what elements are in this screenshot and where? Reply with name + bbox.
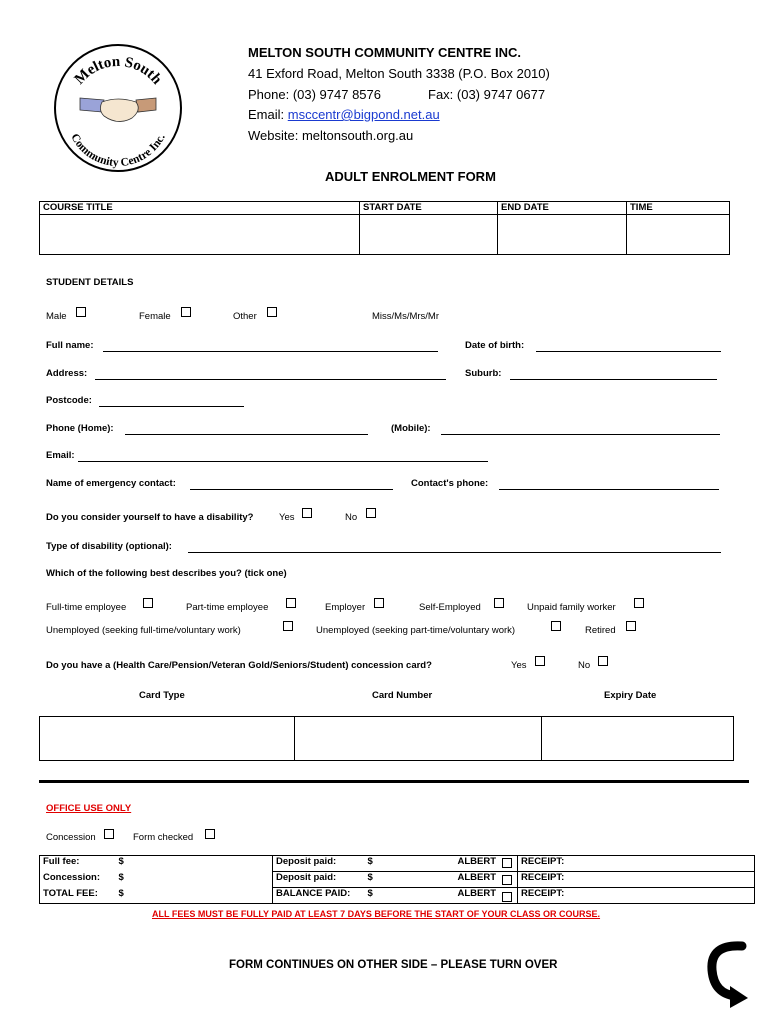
student-details-heading: STUDENT DETAILS xyxy=(46,277,134,288)
full-fee-dollar: $ xyxy=(118,856,124,867)
concession-no-label: No xyxy=(578,660,591,671)
receipt-label: RECEIPT: xyxy=(521,856,565,867)
female-checkbox[interactable] xyxy=(181,307,191,317)
disability-no-checkbox[interactable] xyxy=(366,508,376,518)
receipt-cell-1 xyxy=(518,856,755,872)
option-part-time-label: Part-time employee xyxy=(186,602,269,613)
card-number-header: Card Number xyxy=(372,690,433,701)
org-name: MELTON SOUTH COMMUNITY CENTRE INC. xyxy=(248,45,521,60)
expiry-date-header: Expiry Date xyxy=(604,690,657,701)
option-self-employed-label: Self-Employed xyxy=(419,602,481,613)
office-concession-checkbox[interactable] xyxy=(104,829,114,839)
title-label: Miss/Ms/Mrs/Mr xyxy=(372,311,440,322)
option-self-employed-checkbox[interactable] xyxy=(494,598,504,608)
office-divider xyxy=(39,780,749,783)
deposit-paid-label-2: Deposit paid: xyxy=(276,872,337,883)
receipt-cell-2 xyxy=(518,872,755,888)
logo-text-top: Melton South xyxy=(71,53,165,88)
org-phone: Phone: (03) 9747 8576 xyxy=(248,87,381,102)
expiry-date-cell[interactable] xyxy=(542,717,734,761)
albert-label-2: ALBERT xyxy=(457,872,497,883)
option-unpaid-checkbox[interactable] xyxy=(634,598,644,608)
deposit-dollar: $ xyxy=(367,856,373,867)
receipt-label-3: RECEIPT: xyxy=(521,888,565,899)
email-label-field: Email: xyxy=(46,450,75,461)
disability-type-label: Type of disability (optional): xyxy=(46,541,172,552)
mobile-label: (Mobile): xyxy=(391,423,431,434)
org-address: 41 Exford Road, Melton South 3338 (P.O. Box 2010) xyxy=(248,66,550,81)
card-type-header: Card Type xyxy=(139,690,185,701)
disability-type-field[interactable] xyxy=(188,552,721,553)
email-field[interactable] xyxy=(78,461,488,462)
disability-yes-checkbox[interactable] xyxy=(302,508,312,518)
concession-yes-label: Yes xyxy=(511,660,527,671)
receipt-cell-3 xyxy=(518,888,755,904)
albert-checkbox-3[interactable] xyxy=(502,892,512,902)
office-use-label: OFFICE USE ONLY xyxy=(46,803,132,814)
suburb-label: Suburb: xyxy=(465,368,502,379)
male-label: Male xyxy=(46,311,67,322)
start-date-cell[interactable] xyxy=(360,215,498,255)
time-cell[interactable] xyxy=(627,215,730,255)
concession-fee-cell xyxy=(40,872,273,888)
logo xyxy=(52,42,184,174)
dob-label: Date of birth: xyxy=(465,340,525,351)
suburb-field[interactable] xyxy=(510,379,717,380)
option-unemployed-part-label: Unemployed (seeking part-time/voluntary work) xyxy=(316,625,516,636)
email-label: Email: xyxy=(248,107,288,122)
card-table xyxy=(39,716,734,761)
org-website: Website: meltonsouth.org.au xyxy=(248,128,414,143)
albert-checkbox-1[interactable] xyxy=(502,858,512,868)
concession-yes-checkbox[interactable] xyxy=(535,656,545,666)
balance-dollar: $ xyxy=(367,888,373,899)
full-name-label: Full name: xyxy=(46,340,94,351)
deposit-paid-cell-1 xyxy=(273,856,518,872)
total-fee-label: TOTAL FEE: xyxy=(43,887,98,899)
end-date-cell[interactable] xyxy=(498,215,627,255)
option-employer-label: Employer xyxy=(325,602,366,613)
mobile-field[interactable] xyxy=(441,434,720,435)
card-number-cell[interactable] xyxy=(295,717,542,761)
male-checkbox[interactable] xyxy=(76,307,86,317)
disability-question: Do you consider yourself to have a disability? xyxy=(46,512,254,523)
other-label: Other xyxy=(233,311,257,322)
course-title-header: COURSE TITLE xyxy=(40,202,360,215)
contact-phone-field[interactable] xyxy=(499,489,719,490)
phone-home-field[interactable] xyxy=(125,434,368,435)
dob-field[interactable] xyxy=(536,351,721,352)
albert-checkbox-2[interactable] xyxy=(502,875,512,885)
form-title: ADULT ENROLMENT FORM xyxy=(325,169,496,184)
option-unemployed-part-checkbox[interactable] xyxy=(551,621,561,631)
contact-phone-label: Contact's phone: xyxy=(411,478,489,489)
time-header: TIME xyxy=(627,202,730,215)
org-fax: Fax: (03) 9747 0677 xyxy=(428,87,546,102)
option-unpaid-label: Unpaid family worker xyxy=(527,602,616,613)
card-type-cell[interactable] xyxy=(40,717,295,761)
balance-paid-label: BALANCE PAID: xyxy=(276,888,351,899)
deposit-paid-cell-2 xyxy=(273,872,518,888)
full-fee-label: Full fee: xyxy=(43,856,80,867)
option-unemployed-full-checkbox[interactable] xyxy=(283,621,293,631)
albert-label: ALBERT xyxy=(457,856,497,867)
fees-table xyxy=(39,855,755,904)
org-email xyxy=(248,107,440,122)
start-date-header: START DATE xyxy=(360,202,498,215)
total-fee-cell xyxy=(40,888,273,904)
email-link[interactable]: msccentr@bigpond.net.au xyxy=(287,107,440,122)
concession-no-checkbox[interactable] xyxy=(598,656,608,666)
option-unemployed-full-label: Unemployed (seeking full-time/voluntary work) xyxy=(46,625,241,636)
office-concession-label: Concession xyxy=(46,832,96,843)
emergency-contact-field[interactable] xyxy=(190,489,393,490)
disability-no-label: No xyxy=(345,512,358,523)
option-full-time-label: Full-time employee xyxy=(46,602,127,613)
deposit-paid-label: Deposit paid: xyxy=(276,856,337,867)
emergency-contact-label: Name of emergency contact: xyxy=(46,478,176,489)
receipt-label-2: RECEIPT: xyxy=(521,872,565,883)
phone-home-label: Phone (Home): xyxy=(46,423,114,434)
option-retired-checkbox[interactable] xyxy=(626,621,636,631)
form-checked-label: Form checked xyxy=(133,832,194,843)
concession-fee-dollar: $ xyxy=(118,871,124,883)
form-checked-checkbox[interactable] xyxy=(205,829,215,839)
female-label: Female xyxy=(139,311,171,322)
deposit-dollar-2: $ xyxy=(367,872,373,883)
option-full-time-checkbox[interactable] xyxy=(143,598,153,608)
option-employer-checkbox[interactable] xyxy=(374,598,384,608)
albert-label-3: ALBERT xyxy=(457,888,497,899)
end-date-header: END DATE xyxy=(498,202,627,215)
postcode-field[interactable] xyxy=(99,406,244,407)
describes-question: Which of the following best describes you? (tick one) xyxy=(46,568,287,579)
option-retired-label: Retired xyxy=(585,625,616,636)
other-checkbox[interactable] xyxy=(267,307,277,317)
logo-text-bottom: Community Centre Inc. xyxy=(68,131,168,170)
course-title-cell[interactable] xyxy=(40,215,360,255)
balance-paid-cell xyxy=(273,888,518,904)
postcode-label: Postcode: xyxy=(46,395,92,406)
option-part-time-checkbox[interactable] xyxy=(286,598,296,608)
total-fee-dollar: $ xyxy=(118,887,124,899)
full-fee-cell xyxy=(40,856,273,872)
concession-question: Do you have a (Health Care/Pension/Veteran Gold/Seniors/Student) concession card? xyxy=(46,660,432,671)
concession-fee-label: Concession: xyxy=(43,871,101,883)
course-table xyxy=(39,201,730,255)
fees-warning: ALL FEES MUST BE FULLY PAID AT LEAST 7 DAYS BEFORE THE START OF YOUR CLASS OR COURSE. xyxy=(152,909,601,919)
turn-over-arrow-icon xyxy=(702,936,752,1012)
footer-note: FORM CONTINUES ON OTHER SIDE – PLEASE TURN OVER xyxy=(229,959,558,971)
disability-yes-label: Yes xyxy=(279,512,295,523)
full-name-field[interactable] xyxy=(103,351,438,352)
address-label: Address: xyxy=(46,368,88,379)
address-field[interactable] xyxy=(95,379,446,380)
